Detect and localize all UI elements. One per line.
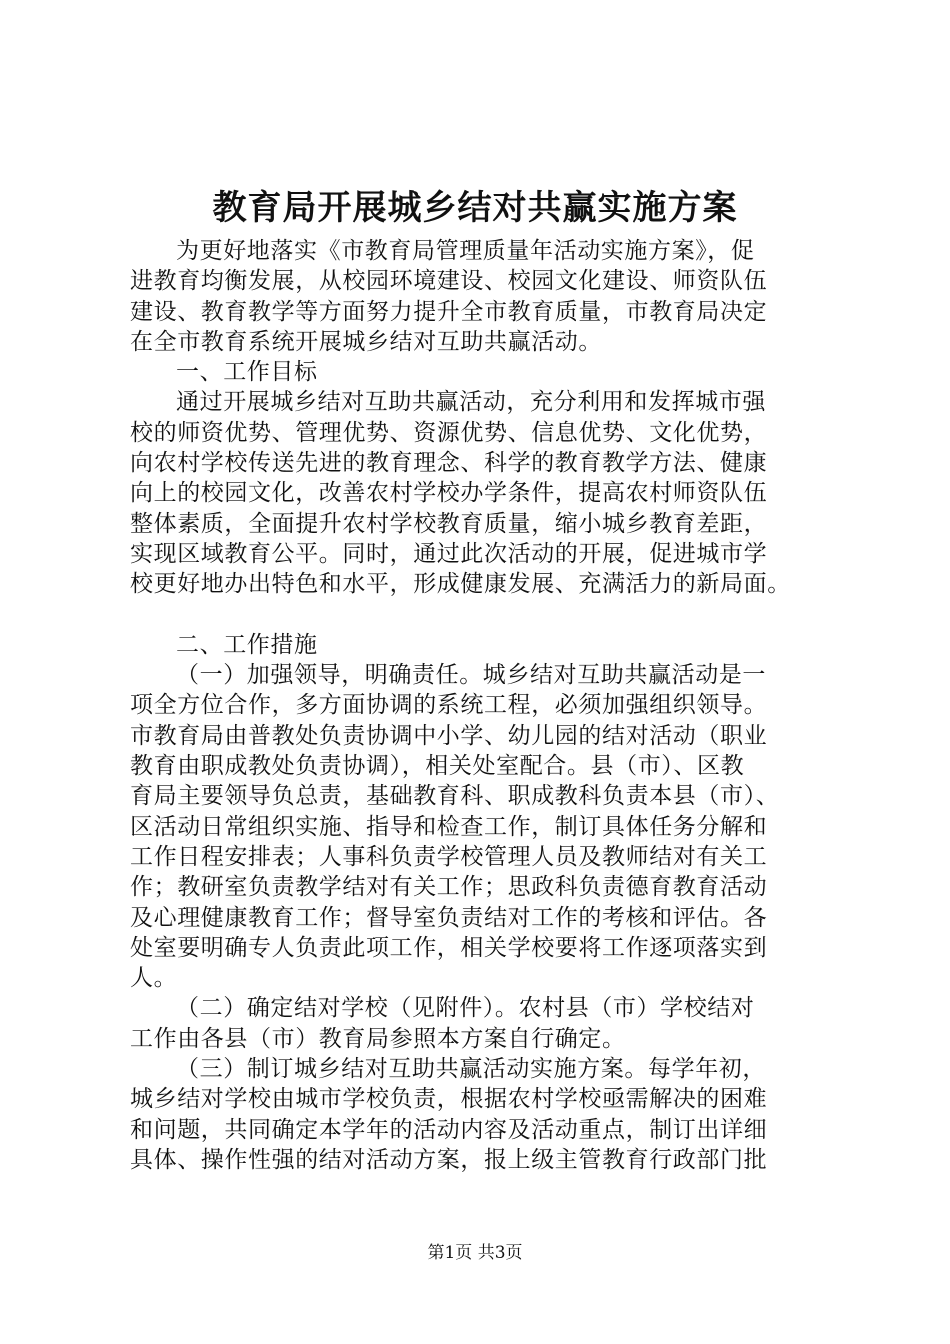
paragraph-line: 建设、教育教学等方面努力提升全市教育质量，市教育局决定: [130, 298, 768, 325]
paragraph-line: 工作由各县（市）教育局参照本方案自行确定。: [130, 1025, 626, 1052]
page-footer: [0, 1241, 950, 1265]
paragraph-line: 实现区域教育公平。同时，通过此次活动的开展，促进城市学: [130, 540, 768, 567]
paragraph-line: 工作日程安排表；人事科负责学校管理人员及教师结对有关工: [130, 843, 768, 870]
paragraph-line: 和问题，共同确定本学年的活动内容及活动重点，制订出详细: [130, 1116, 768, 1143]
document-body: [130, 236, 830, 1175]
paragraph-line: 人。: [130, 965, 178, 992]
paragraph-line: 具体、操作性强的结对活动方案，报上级主管教育行政部门批: [130, 1146, 768, 1173]
paragraph-line: 向农村学校传送先进的教育理念、科学的教育教学方法、健康: [130, 450, 768, 477]
paragraph-line: （三）制订城乡结对互助共赢活动实施方案。每学年初，: [176, 1056, 766, 1083]
paragraph-line: （二）确定结对学校（见附件）。农村县（市）学校结对: [176, 995, 755, 1022]
paragraph-line: 向上的校园文化，改善农村学校办学条件，提高农村师资队伍: [130, 480, 768, 507]
paragraph-line: 作；教研室负责教学结对有关工作；思政科负责德育教育活动: [130, 874, 768, 901]
paragraph-line: 在全市教育系统开展城乡结对互助共赢活动。: [130, 328, 602, 355]
paragraph-line: 市教育局由普教处负责协调中小学、幼儿园的结对活动（职业: [130, 722, 768, 749]
paragraph-line: 教育由职成教处负责协调），相关处室配合。县（市）、区教: [130, 753, 745, 780]
paragraph-line: 及心理健康教育工作；督导室负责结对工作的考核和评估。各: [130, 904, 768, 931]
paragraph-line: 城乡结对学校由城市学校负责，根据农村学校亟需解决的困难: [130, 1086, 768, 1113]
paragraph-line: 校的师资优势、管理优势、资源优势、信息优势、文化优势，: [130, 419, 768, 446]
paragraph-line: 为更好地落实《市教育局管理质量年活动实施方案》，促: [176, 238, 755, 264]
paragraph-line: 进教育均衡发展，从校园环境建设、校园文化建设、师资队伍: [130, 268, 768, 295]
paragraph-line: 项全方位合作，多方面协调的系统工程，必须加强组织领导。: [130, 692, 768, 719]
paragraph-line: 育局主要领导负总责，基础教育科、职成教科负责本县（市）、: [130, 783, 780, 810]
paragraph-line: （一）加强领导，明确责任。城乡结对互助共赢活动是一: [176, 662, 766, 689]
document-title: 教育局开展城乡结对共赢实施方案: [212, 188, 738, 228]
paragraph-line: 校更好地办出特色和水平，形成健康发展、充满活力的新局面。: [130, 571, 791, 598]
blank-line: [130, 600, 830, 630]
section-heading: 二、工作措施: [176, 631, 318, 658]
section-heading: 一、工作目标: [176, 359, 318, 386]
page-number: 第1页 共3页: [427, 1243, 523, 1263]
paragraph-line: 通过开展城乡结对互助共赢活动，充分利用和发挥城市强: [176, 389, 766, 416]
paragraph-line: 区活动日常组织实施、指导和检查工作，制订具体任务分解和: [130, 813, 768, 840]
paragraph-line: 整体素质，全面提升农村学校教育质量，缩小城乡教育差距，: [130, 510, 768, 537]
paragraph-line: 处室要明确专人负责此项工作，相关学校要将工作逐项落实到: [130, 934, 768, 961]
